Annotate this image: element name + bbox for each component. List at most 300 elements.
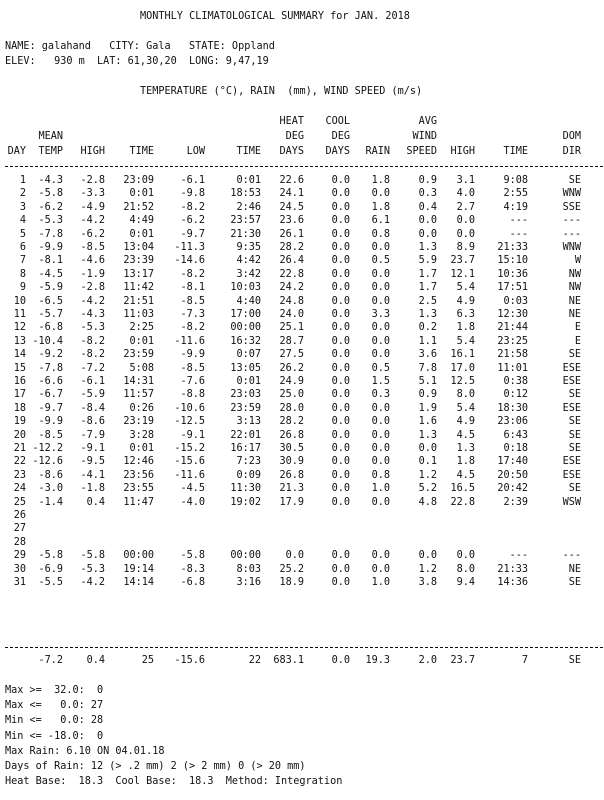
cell-wind-high: 16.5	[450, 483, 475, 494]
table-row	[5, 214, 603, 228]
cell-low-time: 10:03	[230, 282, 261, 293]
cell-rain: 0.0	[371, 416, 390, 427]
cell-cool-deg-days: 0.0	[331, 443, 350, 454]
cell-cool-deg-days: 0.0	[331, 188, 350, 199]
table-row	[5, 522, 603, 536]
cell-dom-dir: SE	[568, 443, 581, 454]
cell-day: 12	[13, 322, 26, 333]
cell-mean-temp: -9.7	[38, 403, 63, 414]
cell-heat-deg-days: 27.5	[279, 349, 304, 360]
cell-rain: 6.1	[371, 215, 390, 226]
cell-wind-high-time: 2:39	[503, 497, 528, 508]
cell-wind-high-time: ---	[509, 550, 528, 561]
cell-day: 17	[13, 389, 26, 400]
cell-avg-wind-speed: 1.6	[418, 416, 437, 427]
cell-wind-high: 5.4	[456, 336, 475, 347]
table-row	[5, 429, 603, 443]
cell-dom-dir: SE	[568, 483, 581, 494]
cell-day: 15	[13, 363, 26, 374]
cell-avg-wind-speed: 0.4	[418, 202, 437, 213]
table-row	[5, 268, 603, 282]
report-title: MONTHLY CLIMATOLOGICAL SUMMARY for JAN. 2018	[140, 11, 410, 22]
table-row	[5, 455, 603, 469]
cell-dom-dir: WNW	[562, 188, 581, 199]
cell-rain: 1.0	[371, 483, 390, 494]
table-row	[5, 362, 603, 376]
cell-wind-high-time: 11:01	[497, 363, 528, 374]
cell-wind-high: 8.0	[456, 389, 475, 400]
cell-wind-high-time: 21:33	[497, 242, 528, 253]
cell-rain: 19.3	[365, 655, 390, 666]
cell-dom-dir: SE	[568, 416, 581, 427]
cell-low-time: 3:42	[236, 269, 261, 280]
cell-dom-dir: ---	[562, 215, 581, 226]
cell-low-time: 11:30	[230, 483, 261, 494]
cell-heat-deg-days: 26.8	[279, 470, 304, 481]
cell-high-time: 0:01	[129, 188, 154, 199]
cell-rain: 1.8	[371, 175, 390, 186]
cell-wind-high-time: TIME	[503, 146, 528, 157]
cell-high-temp: -2.8	[80, 282, 105, 293]
cell-wind-high: 6.3	[456, 309, 475, 320]
cell-day: 16	[13, 376, 26, 387]
table-row	[5, 496, 603, 510]
cell-heat-deg-days: 24.0	[279, 309, 304, 320]
cell-rain: RAIN	[365, 146, 390, 157]
cell-avg-wind-speed: 4.8	[418, 497, 437, 508]
cell-wind-high: 23.7	[450, 655, 475, 666]
cell-high-time: 23:56	[123, 470, 154, 481]
cell-high-temp: -5.3	[80, 564, 105, 575]
cell-wind-high: 0.0	[456, 215, 475, 226]
cell-dom-dir: SE	[568, 175, 581, 186]
cell-heat-deg-days: 24.8	[279, 296, 304, 307]
cell-avg-wind-speed: 1.2	[418, 470, 437, 481]
cell-low-time: 23:59	[230, 403, 261, 414]
cell-mean-temp: -5.7	[38, 309, 63, 320]
cell-rain: 1.8	[371, 202, 390, 213]
cell-high-time: 11:42	[123, 282, 154, 293]
cell-heat-deg-days: 24.1	[279, 188, 304, 199]
cell-wind-high-time: 0:12	[503, 389, 528, 400]
cell-wind-high: 4.5	[456, 470, 475, 481]
cell-low-time: 4:42	[236, 255, 261, 266]
cell-avg-wind-speed: 0.0	[418, 229, 437, 240]
cell-low-temp: -5.8	[180, 550, 205, 561]
cell-wind-high-time: ---	[509, 215, 528, 226]
cell-high-temp: -7.9	[80, 430, 105, 441]
table-row	[5, 281, 603, 295]
cell-heat-deg-days: 22.6	[279, 175, 304, 186]
cell-day: 21	[13, 443, 26, 454]
cell-cool-deg-days: 0.0	[331, 577, 350, 588]
cell-cool-deg-days: DAYS	[325, 146, 350, 157]
cell-heat-deg-days: 28.2	[279, 416, 304, 427]
cell-low-time: 3:13	[236, 416, 261, 427]
cell-rain: 1.0	[371, 577, 390, 588]
cell-low-temp: -6.8	[180, 577, 205, 588]
cell-dom-dir: W	[574, 255, 581, 266]
cell-avg-wind-speed: 1.1	[418, 336, 437, 347]
cell-high-temp: -4.3	[80, 309, 105, 320]
cell-high-temp: -8.2	[80, 349, 105, 360]
cell-heat-deg-days: DEG	[285, 131, 304, 142]
cell-mean-temp: -12.6	[32, 456, 63, 467]
table-header-row	[5, 145, 603, 159]
cell-dom-dir: DIR	[562, 146, 581, 157]
table-row	[5, 482, 603, 496]
cell-dom-dir: SE	[568, 349, 581, 360]
cell-mean-temp: -10.4	[32, 336, 63, 347]
cell-avg-wind-speed: 1.2	[418, 564, 437, 575]
cell-cool-deg-days: 0.0	[331, 349, 350, 360]
cell-dom-dir: NW	[568, 269, 581, 280]
cell-dom-dir: ESE	[562, 376, 581, 387]
cell-high-temp: -9.5	[80, 456, 105, 467]
cell-cool-deg-days: 0.0	[331, 564, 350, 575]
cell-low-temp: -4.5	[180, 483, 205, 494]
cell-heat-deg-days: 26.2	[279, 363, 304, 374]
cell-cool-deg-days: 0.0	[331, 497, 350, 508]
cell-high-time: 13:17	[123, 269, 154, 280]
cell-high-temp: -2.8	[80, 175, 105, 186]
station-name-line: NAME: galahand CITY: Gala STATE: Oppland	[5, 41, 275, 52]
cell-cool-deg-days: 0.0	[331, 336, 350, 347]
cell-low-temp: -8.3	[180, 564, 205, 575]
cell-low-time: 23:57	[230, 215, 261, 226]
cell-day: 30	[13, 564, 26, 575]
cell-wind-high: 4.9	[456, 416, 475, 427]
cell-high-temp: -5.8	[80, 550, 105, 561]
cell-heat-deg-days: 30.9	[279, 456, 304, 467]
cell-high-temp: -6.1	[80, 376, 105, 387]
cell-wind-high-time: 12:30	[497, 309, 528, 320]
cell-low-temp: -7.3	[180, 309, 205, 320]
cell-avg-wind-speed: AVG	[418, 116, 437, 127]
cell-high-time: 5:08	[129, 363, 154, 374]
cell-rain: 0.0	[371, 443, 390, 454]
cell-cool-deg-days: 0.0	[331, 389, 350, 400]
cell-day: 8	[19, 269, 26, 280]
cell-rain: 0.0	[371, 564, 390, 575]
cell-wind-high-time: 17:51	[497, 282, 528, 293]
cell-cool-deg-days: 0.0	[331, 175, 350, 186]
cell-wind-high-time: 23:06	[497, 416, 528, 427]
cell-high-temp: -4.9	[80, 202, 105, 213]
cell-low-time: 0:01	[236, 175, 261, 186]
cell-dom-dir: E	[574, 322, 581, 333]
cell-avg-wind-speed: 3.8	[418, 577, 437, 588]
cell-low-time: 13:05	[230, 363, 261, 374]
cell-cool-deg-days: 0.0	[331, 255, 350, 266]
cell-mean-temp: -9.2	[38, 349, 63, 360]
cell-low-time: 4:40	[236, 296, 261, 307]
cell-high-time: 11:03	[123, 309, 154, 320]
cell-day: 27	[13, 523, 26, 534]
cell-low-time: 17:00	[230, 309, 261, 320]
cell-mean-temp: -7.8	[38, 229, 63, 240]
cell-mean-temp: -5.8	[38, 188, 63, 199]
cell-wind-high-time: 20:50	[497, 470, 528, 481]
cell-cool-deg-days: DEG	[331, 131, 350, 142]
cell-day: 13	[13, 336, 26, 347]
cell-high-time: 11:47	[123, 497, 154, 508]
cell-avg-wind-speed: 1.3	[418, 430, 437, 441]
cell-dom-dir: NW	[568, 282, 581, 293]
cell-heat-deg-days: 30.5	[279, 443, 304, 454]
cell-avg-wind-speed: 0.2	[418, 322, 437, 333]
cell-rain: 0.8	[371, 229, 390, 240]
cell-rain: 0.0	[371, 403, 390, 414]
cell-day: 7	[19, 255, 26, 266]
cell-heat-deg-days: 26.4	[279, 255, 304, 266]
footer-line: Heat Base: 18.3 Cool Base: 18.3 Method: Integration	[5, 776, 343, 787]
table-row	[5, 563, 603, 577]
cell-high-temp: -4.2	[80, 215, 105, 226]
cell-day: 5	[19, 229, 26, 240]
cell-avg-wind-speed: 0.3	[418, 188, 437, 199]
cell-avg-wind-speed: 0.1	[418, 456, 437, 467]
cell-mean-temp: -4.3	[38, 175, 63, 186]
cell-cool-deg-days: 0.0	[331, 655, 350, 666]
cell-low-time: 3:16	[236, 577, 261, 588]
cell-dom-dir: NE	[568, 309, 581, 320]
table-row	[5, 402, 603, 416]
cell-wind-high-time: ---	[509, 229, 528, 240]
cell-low-time: 7:23	[236, 456, 261, 467]
table-row	[5, 549, 603, 563]
cell-low-temp: -11.6	[174, 470, 205, 481]
table-row	[5, 388, 603, 402]
cell-dom-dir: SE	[568, 577, 581, 588]
cell-low-time: TIME	[236, 146, 261, 157]
cell-wind-high-time: 9:08	[503, 175, 528, 186]
cell-low-temp: -14.6	[174, 255, 205, 266]
cell-heat-deg-days: 24.9	[279, 376, 304, 387]
cell-avg-wind-speed: WIND	[412, 131, 437, 142]
table-bottom-rule	[5, 647, 603, 648]
cell-high-temp: -1.9	[80, 269, 105, 280]
cell-high-temp: -8.4	[80, 403, 105, 414]
table-header-row	[5, 115, 603, 129]
cell-wind-high: 8.0	[456, 564, 475, 575]
cell-high-temp: -8.5	[80, 242, 105, 253]
cell-rain: 0.0	[371, 456, 390, 467]
cell-low-time: 22	[248, 655, 261, 666]
summary-row	[5, 654, 603, 668]
cell-wind-high-time: 2:55	[503, 188, 528, 199]
cell-high-temp: -4.1	[80, 470, 105, 481]
cell-mean-temp: -5.3	[38, 215, 63, 226]
footer-line: Max >= 32.0: 0	[5, 685, 104, 696]
cell-cool-deg-days: 0.0	[331, 363, 350, 374]
cell-mean-temp: -6.9	[38, 564, 63, 575]
cell-mean-temp: -6.6	[38, 376, 63, 387]
cell-rain: 3.3	[371, 309, 390, 320]
cell-high-time: 23:59	[123, 349, 154, 360]
cell-day: 2	[19, 188, 26, 199]
cell-wind-high-time: 7	[521, 655, 528, 666]
cell-high-temp: -8.2	[80, 336, 105, 347]
cell-mean-temp: -1.4	[38, 497, 63, 508]
cell-day: 1	[19, 175, 26, 186]
cell-wind-high: 0.0	[456, 550, 475, 561]
cell-wind-high: 5.4	[456, 282, 475, 293]
cell-rain: 1.5	[371, 376, 390, 387]
cell-low-temp: -9.9	[180, 349, 205, 360]
cell-high-time: 23:09	[123, 175, 154, 186]
cell-cool-deg-days: 0.0	[331, 550, 350, 561]
cell-wind-high-time: 6:43	[503, 430, 528, 441]
cell-heat-deg-days: 28.7	[279, 336, 304, 347]
table-row	[5, 295, 603, 309]
cell-wind-high: 23.7	[450, 255, 475, 266]
cell-wind-high-time: 0:03	[503, 296, 528, 307]
table-row	[5, 228, 603, 242]
table-row	[5, 536, 603, 550]
cell-low-temp: -9.7	[180, 229, 205, 240]
table-row	[5, 187, 603, 201]
cell-low-temp: -9.1	[180, 430, 205, 441]
cell-low-temp: -7.6	[180, 376, 205, 387]
cell-low-time: 21:30	[230, 229, 261, 240]
cell-wind-high: 3.1	[456, 175, 475, 186]
cell-heat-deg-days: 23.6	[279, 215, 304, 226]
cell-avg-wind-speed: 5.9	[418, 255, 437, 266]
cell-high-time: 00:00	[123, 550, 154, 561]
cell-mean-temp: -8.5	[38, 430, 63, 441]
cell-high-temp: -3.3	[80, 188, 105, 199]
cell-wind-high: 1.8	[456, 456, 475, 467]
cell-high-time: 4:49	[129, 215, 154, 226]
cell-mean-temp: -5.9	[38, 282, 63, 293]
cell-day: 9	[19, 282, 26, 293]
cell-low-time: 0:09	[236, 470, 261, 481]
cell-wind-high: 1.3	[456, 443, 475, 454]
table-row	[5, 442, 603, 456]
cell-low-temp: -6.2	[180, 215, 205, 226]
table-row	[5, 321, 603, 335]
cell-avg-wind-speed: 5.2	[418, 483, 437, 494]
cell-cool-deg-days: 0.0	[331, 430, 350, 441]
cell-high-temp: -8.6	[80, 416, 105, 427]
table-row	[5, 415, 603, 429]
cell-day: 11	[13, 309, 26, 320]
cell-low-time: 9:35	[236, 242, 261, 253]
cell-mean-temp: -8.1	[38, 255, 63, 266]
cell-avg-wind-speed: 0.0	[418, 215, 437, 226]
cell-heat-deg-days: 0.0	[285, 550, 304, 561]
cell-high-temp: 0.4	[86, 655, 105, 666]
cell-low-time: 0:07	[236, 349, 261, 360]
cell-low-time: 0:01	[236, 376, 261, 387]
cell-high-time: 21:52	[123, 202, 154, 213]
cell-rain: 0.0	[371, 296, 390, 307]
cell-high-time: 19:14	[123, 564, 154, 575]
cell-high-time: 14:14	[123, 577, 154, 588]
cell-wind-high: HIGH	[450, 146, 475, 157]
cell-mean-temp: -7.8	[38, 363, 63, 374]
cell-mean-temp: -8.6	[38, 470, 63, 481]
cell-low-temp: -8.1	[180, 282, 205, 293]
cell-day: 6	[19, 242, 26, 253]
cell-day: 14	[13, 349, 26, 360]
cell-dom-dir: WNW	[562, 242, 581, 253]
cell-cool-deg-days: 0.0	[331, 322, 350, 333]
cell-high-time: 0:01	[129, 229, 154, 240]
cell-wind-high-time: 21:44	[497, 322, 528, 333]
cell-high-time: 12:46	[123, 456, 154, 467]
cell-low-temp: -4.0	[180, 497, 205, 508]
cell-low-temp: -6.1	[180, 175, 205, 186]
cell-cool-deg-days: 0.0	[331, 376, 350, 387]
footer-line: Min <= 0.0: 28	[5, 715, 104, 726]
cell-low-time: 19:02	[230, 497, 261, 508]
cell-avg-wind-speed: 2.0	[418, 655, 437, 666]
cell-avg-wind-speed: 7.8	[418, 363, 437, 374]
cell-rain: 0.0	[371, 322, 390, 333]
cell-rain: 0.0	[371, 269, 390, 280]
cell-wind-high: 16.1	[450, 349, 475, 360]
cell-high-temp: -9.1	[80, 443, 105, 454]
cell-high-time: 14:31	[123, 376, 154, 387]
cell-low-temp: -15.6	[174, 655, 205, 666]
cell-mean-temp: -9.9	[38, 242, 63, 253]
cell-dom-dir: ---	[562, 229, 581, 240]
cell-day: 19	[13, 416, 26, 427]
cell-avg-wind-speed: 1.7	[418, 282, 437, 293]
cell-day: 10	[13, 296, 26, 307]
cell-dom-dir: NE	[568, 296, 581, 307]
cell-wind-high-time: 15:10	[497, 255, 528, 266]
cell-mean-temp: -5.8	[38, 550, 63, 561]
cell-wind-high: 5.4	[456, 403, 475, 414]
cell-high-time: TIME	[129, 146, 154, 157]
cell-avg-wind-speed: 2.5	[418, 296, 437, 307]
cell-high-time: 11:57	[123, 389, 154, 400]
table-row	[5, 375, 603, 389]
cell-heat-deg-days: 17.9	[279, 497, 304, 508]
cell-dom-dir: ESE	[562, 470, 581, 481]
footer-line: Days of Rain: 12 (> .2 mm) 2 (> 2 mm) 0 (> 20 mm)	[5, 761, 306, 772]
cell-avg-wind-speed: 0.0	[418, 443, 437, 454]
cell-mean-temp: -7.2	[38, 655, 63, 666]
cell-cool-deg-days: 0.0	[331, 470, 350, 481]
cell-rain: 0.0	[371, 282, 390, 293]
cell-cool-deg-days: COOL	[325, 116, 350, 127]
cell-low-time: 22:01	[230, 430, 261, 441]
cell-low-time: 00:00	[230, 550, 261, 561]
cell-rain: 0.0	[371, 430, 390, 441]
cell-high-temp: 0.4	[86, 497, 105, 508]
cell-high-time: 13:04	[123, 242, 154, 253]
cell-heat-deg-days: 28.2	[279, 242, 304, 253]
cell-rain: 0.0	[371, 188, 390, 199]
cell-low-temp: -15.6	[174, 456, 205, 467]
cell-rain: 0.3	[371, 389, 390, 400]
cell-low-time: 16:32	[230, 336, 261, 347]
cell-high-time: 23:19	[123, 416, 154, 427]
cell-dom-dir: E	[574, 336, 581, 347]
cell-day: 23	[13, 470, 26, 481]
cell-low-temp: LOW	[186, 146, 205, 157]
cell-dom-dir: DOM	[562, 131, 581, 142]
table-row	[5, 308, 603, 322]
cell-wind-high: 22.8	[450, 497, 475, 508]
cell-high-temp: -4.2	[80, 296, 105, 307]
cell-mean-temp: -9.9	[38, 416, 63, 427]
cell-high-temp: -5.9	[80, 389, 105, 400]
